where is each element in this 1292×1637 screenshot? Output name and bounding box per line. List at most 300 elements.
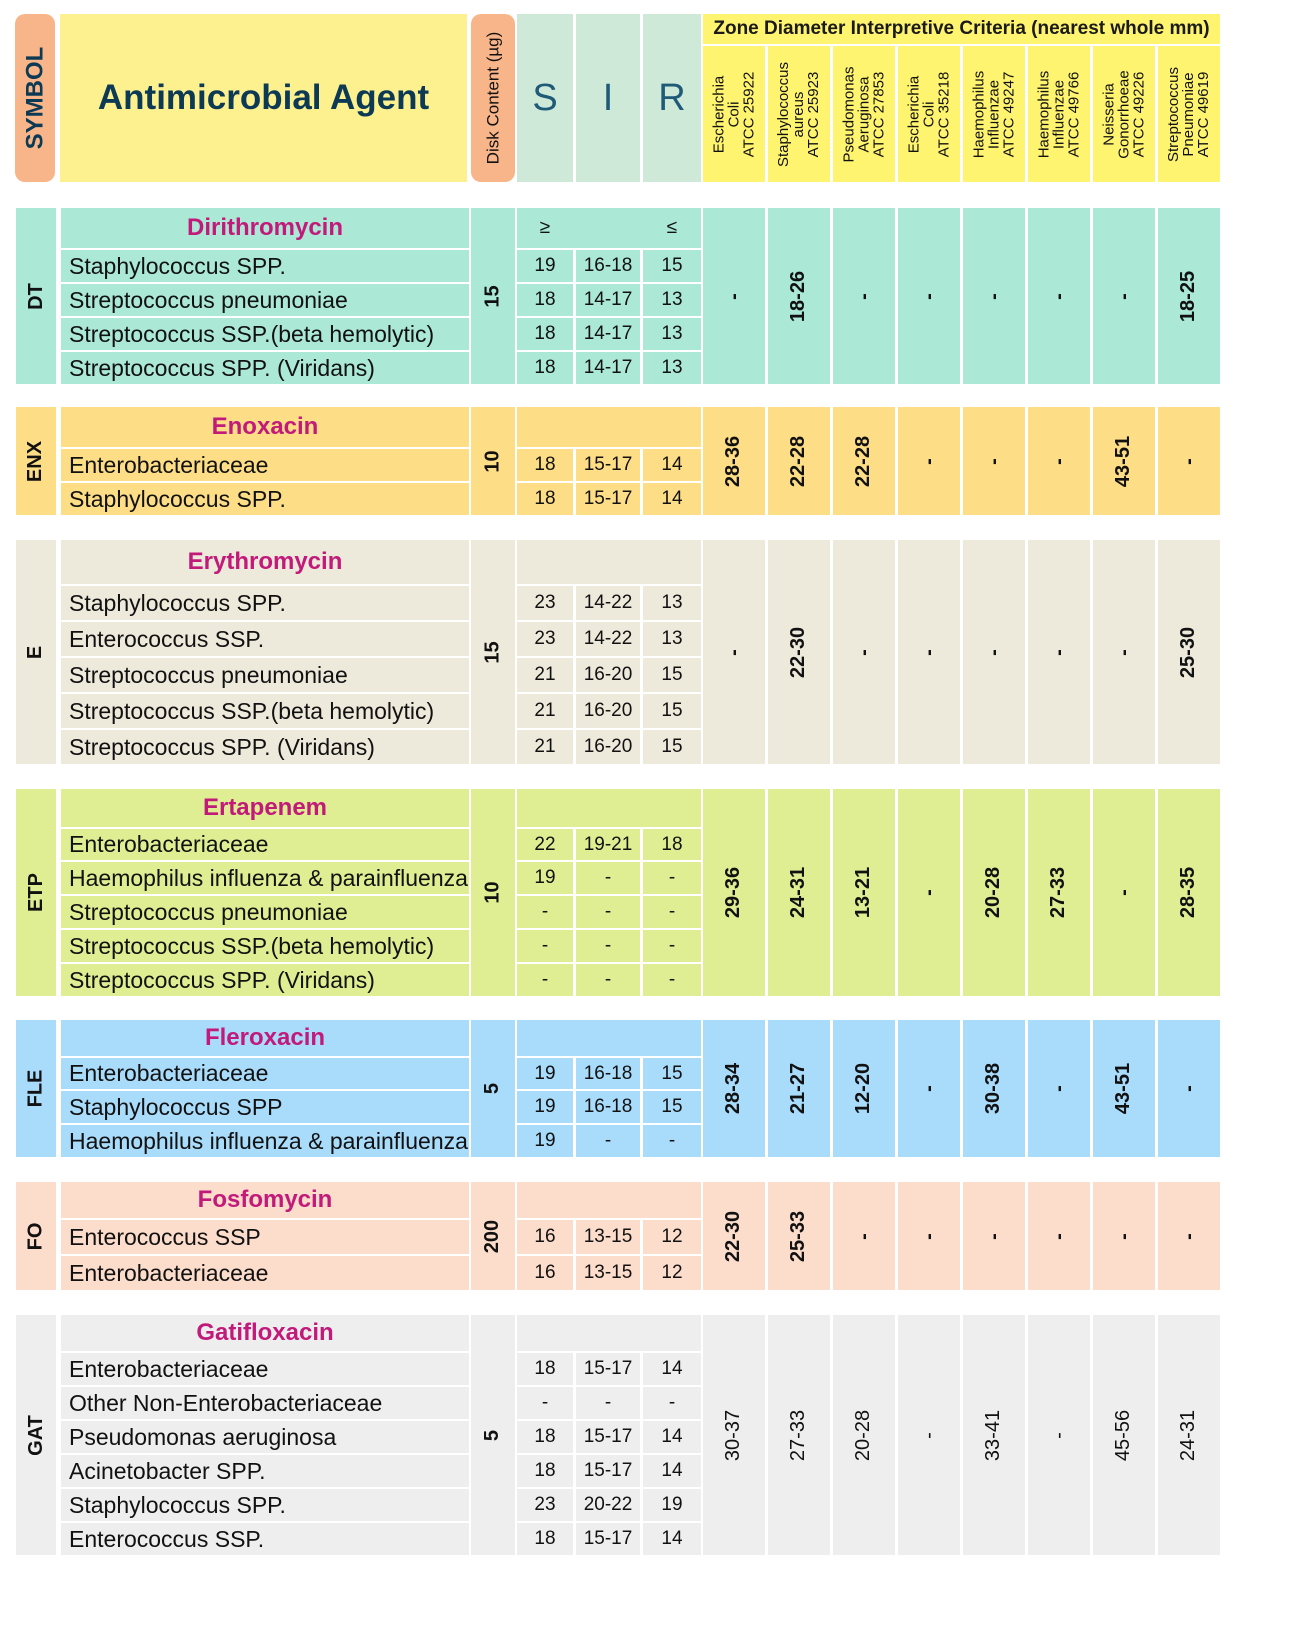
zone-value-3 <box>898 540 960 764</box>
r-value-text: 12 <box>661 1226 683 1247</box>
organism-name: Staphylococcus SPP. <box>69 485 286 512</box>
zone-value-4 <box>963 208 1025 384</box>
zone-column-line: ATCC 49226 <box>1130 71 1148 157</box>
zone-value-1-text: 22-28 <box>787 435 810 487</box>
r-value-text: - <box>668 935 676 956</box>
zone-column-line: ATCC 27853 <box>870 71 888 157</box>
zone-value-7-text: 24-31 <box>1177 1409 1200 1461</box>
zone-title-text: Zone Diameter Interpretive Criteria (nearest whole mm) <box>713 18 1210 39</box>
zone-column-line: ATCC 25922 <box>740 71 758 157</box>
zone-value-5-text: - <box>1047 1431 1070 1439</box>
organism-row <box>61 483 469 515</box>
agent-name-text: Fosfomycin <box>197 1186 333 1213</box>
agent-name-text: Enoxacin <box>211 413 319 440</box>
zone-column-line: Pseudomonas <box>840 66 858 162</box>
zone-column-line: ATCC 49766 <box>1065 71 1083 157</box>
s-value-text: 19 <box>534 255 556 276</box>
s-value <box>517 586 573 620</box>
zone-value-4 <box>963 1020 1025 1157</box>
agent-name-6 <box>61 1315 469 1351</box>
sir-title-band-6 <box>517 1315 701 1351</box>
zone-value-5 <box>1028 540 1090 764</box>
zone-value-4 <box>963 789 1025 996</box>
zone-value-4-text: 20-28 <box>982 866 1005 919</box>
zone-value-3-text: - <box>917 1232 940 1240</box>
i-value-text: 15-17 <box>583 454 633 475</box>
zone-value-1 <box>768 1020 830 1157</box>
organism-row <box>61 1387 469 1419</box>
i-value <box>576 1387 640 1419</box>
disk-content-0 <box>471 208 515 384</box>
r-value <box>643 1091 701 1123</box>
organism-row <box>61 1220 469 1254</box>
zone-value-2-text: 22-28 <box>852 435 875 487</box>
agent-header <box>60 14 467 182</box>
i-value-text: 16-20 <box>583 700 633 721</box>
s-value-text: 21 <box>534 736 556 757</box>
sir-title-band-5 <box>517 1182 701 1218</box>
organism-name: Staphylococcus SPP. <box>69 1491 286 1518</box>
s-value <box>517 622 573 656</box>
i-value-text: - <box>604 935 612 956</box>
zone-column-line: ATCC 49247 <box>1000 71 1018 157</box>
i-value-text: 13-15 <box>583 1226 633 1247</box>
s-value-text: - <box>541 1392 549 1413</box>
s-value-text: 18 <box>534 1358 556 1379</box>
r-value-text: 19 <box>661 1494 683 1515</box>
zone-value-6 <box>1093 208 1155 384</box>
zone-value-4-text: - <box>982 457 1005 465</box>
organism-row <box>61 250 469 282</box>
i-value <box>576 1489 640 1521</box>
zone-value-6 <box>1093 1020 1155 1157</box>
i-value-text: 14-22 <box>583 592 633 613</box>
zone-column-line: Pneumoniae <box>1180 71 1198 157</box>
organism-row <box>61 1523 469 1555</box>
i-value <box>576 658 640 692</box>
zone-value-2-text: 12-20 <box>852 1062 875 1115</box>
r-value <box>643 964 701 996</box>
organism-row <box>61 1353 469 1385</box>
organism-name: Enterococcus SSP <box>69 1223 261 1250</box>
s-value-text: 19 <box>534 867 556 888</box>
organism-name: Enterobacteriaceae <box>69 831 269 857</box>
zone-column-line: Influenzae <box>1050 79 1068 149</box>
i-value <box>576 829 640 860</box>
zone-value-1 <box>768 208 830 384</box>
symbol-cell-6 <box>16 1315 56 1555</box>
lte-text: ≤ <box>666 217 678 238</box>
organism-name: Enterococcus SSP. <box>69 1525 265 1552</box>
organism-name: Streptococcus SSP.(beta hemolytic) <box>69 697 435 724</box>
organism-name: Enterococcus SSP. <box>69 625 265 652</box>
i-value <box>576 694 640 728</box>
r-value-text: 13 <box>661 357 683 378</box>
r-value-text: 14 <box>661 488 683 509</box>
symbol-header-text: SYMBOL <box>21 46 49 150</box>
zone-value-1 <box>768 789 830 996</box>
zone-column-header-6-text <box>1102 70 1147 158</box>
i-value-text: 14-22 <box>583 628 633 649</box>
organism-row <box>61 1125 469 1157</box>
zone-value-7-text: - <box>1177 457 1200 465</box>
i-value <box>576 586 640 620</box>
s-value-text: 19 <box>534 1130 556 1151</box>
zone-value-2 <box>833 407 895 515</box>
zone-value-3 <box>898 1020 960 1157</box>
zone-value-2-text: - <box>852 648 875 656</box>
organism-row <box>61 658 469 692</box>
disk-content-5 <box>471 1182 515 1290</box>
disk-content-0-text: 15 <box>481 284 504 308</box>
zone-value-2 <box>833 208 895 384</box>
zone-column-line: ATCC 49619 <box>1195 71 1213 157</box>
organism-name: Staphylococcus SPP <box>69 1093 283 1120</box>
r-value-text: - <box>668 1392 676 1413</box>
i-value-text: 16-20 <box>583 664 633 685</box>
agent-name-3 <box>61 789 469 827</box>
agent-name-0 <box>61 208 469 248</box>
zone-column-line: Coli <box>725 101 743 127</box>
zone-column-header-1 <box>768 46 830 182</box>
zone-value-2-text: - <box>852 1232 875 1240</box>
agent-name-1 <box>61 407 469 447</box>
organism-row <box>61 1058 469 1089</box>
i-value <box>576 896 640 928</box>
organism-row <box>61 896 469 928</box>
zone-column-header-2-text <box>842 66 887 162</box>
r-value-text: 18 <box>661 833 683 855</box>
organism-name: Acinetobacter SPP. <box>69 1457 266 1484</box>
zone-column-line: Haemophilus <box>970 70 988 158</box>
zone-column-line: Staphylococcus <box>775 61 793 167</box>
zone-value-0-text: 22-30 <box>722 1210 745 1262</box>
organism-name: Streptococcus SSP.(beta hemolytic) <box>69 320 435 347</box>
zone-column-line: Streptococcus <box>1165 66 1183 162</box>
zone-value-1 <box>768 1182 830 1290</box>
zone-column-line: Escherichia <box>710 75 728 153</box>
r-value-text: 12 <box>661 1262 683 1283</box>
i-value-text: 15-17 <box>583 1460 633 1481</box>
symbol-header <box>15 14 55 182</box>
agent-header-text: Antimicrobial Agent <box>97 78 430 117</box>
zone-column-line: aureus <box>790 91 808 137</box>
zone-value-7 <box>1158 540 1220 764</box>
zone-value-0-text: 28-34 <box>722 1062 745 1115</box>
zone-value-7-text: - <box>1177 1232 1200 1240</box>
zone-value-4-text: 33-41 <box>982 1409 1005 1461</box>
zone-value-5-text: - <box>1047 1232 1070 1240</box>
zone-column-header-6 <box>1093 46 1155 182</box>
r-value-text: 15 <box>661 736 683 757</box>
i-value-text: 16-20 <box>583 736 633 757</box>
zone-value-0 <box>703 1020 765 1157</box>
s-value-text: 18 <box>534 454 556 475</box>
zone-value-3 <box>898 208 960 384</box>
s-value-text: 21 <box>534 664 556 685</box>
r-value <box>643 896 701 928</box>
s-value-text: 19 <box>534 1096 556 1117</box>
s-value-text: 16 <box>534 1226 556 1247</box>
zone-column-header-7 <box>1158 46 1220 182</box>
zone-column-header-3-text <box>907 71 952 157</box>
zone-column-line: ATCC 35218 <box>935 71 953 157</box>
zone-value-7 <box>1158 1182 1220 1290</box>
zone-value-7-text: - <box>1177 1085 1200 1092</box>
zone-column-line: Gonorrhoeae <box>1115 69 1133 159</box>
organism-row <box>61 1489 469 1521</box>
zone-value-2 <box>833 1182 895 1290</box>
i-value <box>576 964 640 996</box>
i-value-text: 13-15 <box>583 1262 633 1283</box>
s-header-text: S <box>532 76 558 119</box>
organism-name: Staphylococcus SPP. <box>69 589 286 616</box>
agent-name-text: Fleroxacin <box>204 1024 326 1051</box>
i-value-text: 14-17 <box>583 323 633 344</box>
disk-content-3-text: 10 <box>481 881 504 904</box>
zone-value-3 <box>898 1315 960 1555</box>
s-value <box>517 1421 573 1453</box>
zone-value-6-text: 43-51 <box>1112 435 1135 487</box>
zone-value-7 <box>1158 789 1220 996</box>
s-value <box>517 1091 573 1123</box>
organism-name: Streptococcus SSP.(beta hemolytic) <box>69 932 435 959</box>
i-value <box>576 1256 640 1290</box>
i-value <box>576 318 640 350</box>
r-value <box>643 1455 701 1487</box>
r-value <box>643 730 701 764</box>
r-value-text: - <box>668 867 676 888</box>
zone-value-0 <box>703 1182 765 1290</box>
organism-row <box>61 930 469 962</box>
zone-value-6-text: 43-51 <box>1112 1062 1135 1115</box>
zone-column-header-4-text <box>972 70 1017 158</box>
zone-value-0 <box>703 407 765 515</box>
s-value-text: 16 <box>534 1262 556 1283</box>
i-value <box>576 862 640 894</box>
zone-value-0-text: 29-36 <box>722 866 745 919</box>
organism-name: Streptococcus SPP. (Viridans) <box>69 733 375 760</box>
symbol-cell-5-text: FO <box>24 1222 47 1250</box>
i-value-text: 15-17 <box>583 1358 633 1379</box>
r-value-text: 13 <box>661 628 683 649</box>
zone-column-header-7-text <box>1167 66 1212 161</box>
zone-value-6 <box>1093 789 1155 996</box>
zone-value-1-text: 27-33 <box>787 1409 810 1461</box>
organism-row <box>61 862 469 894</box>
zone-value-5-text: - <box>1047 457 1070 465</box>
disk-content-2 <box>471 540 515 764</box>
zone-value-4 <box>963 407 1025 515</box>
s-value-text: - <box>541 969 549 990</box>
i-value <box>576 1455 640 1487</box>
s-value <box>517 658 573 692</box>
symbol-cell-4-text: FLE <box>24 1069 47 1108</box>
zone-column-header-5-text <box>1037 70 1082 158</box>
organism-row <box>61 829 469 860</box>
i-header-text: I <box>602 76 614 119</box>
s-value-text: 19 <box>534 1062 556 1084</box>
i-value <box>576 1421 640 1453</box>
zone-title <box>703 14 1220 44</box>
sir-title-band-2 <box>517 540 701 584</box>
organism-row <box>61 1091 469 1123</box>
r-value-text: 15 <box>661 700 683 721</box>
s-value-text: 18 <box>534 357 556 378</box>
gte-symbol <box>517 208 573 248</box>
disk-header-text: Disk Content (µg) <box>483 31 502 165</box>
zone-value-6 <box>1093 1315 1155 1555</box>
zone-value-3 <box>898 789 960 996</box>
agent-name-4 <box>61 1020 469 1056</box>
disk-content-5-text: 200 <box>481 1219 504 1253</box>
organism-name: Enterobacteriaceae <box>69 451 269 478</box>
r-header <box>643 14 701 182</box>
s-value-text: 21 <box>534 700 556 721</box>
s-value <box>517 1523 573 1555</box>
i-value-text: 16-18 <box>583 1062 633 1084</box>
zone-value-4-text: - <box>982 648 1005 656</box>
zone-value-3 <box>898 407 960 515</box>
zone-value-0-text: 30-37 <box>722 1409 745 1461</box>
zone-value-7-text: 18-25 <box>1177 270 1200 322</box>
symbol-cell-2-text: E <box>24 645 47 659</box>
zone-column-line: Influenzae <box>985 79 1003 149</box>
s-value-text: - <box>541 935 549 956</box>
r-value <box>643 829 701 860</box>
zone-value-5 <box>1028 789 1090 996</box>
i-value <box>576 352 640 384</box>
zone-value-0 <box>703 1315 765 1555</box>
r-value-text: - <box>668 1130 676 1151</box>
zone-value-7 <box>1158 1020 1220 1157</box>
r-value <box>643 250 701 282</box>
disk-content-3 <box>471 789 515 996</box>
r-value <box>643 284 701 316</box>
zone-value-2-text: 20-28 <box>852 1409 875 1461</box>
i-value-text: 19-21 <box>583 833 633 855</box>
organism-row <box>61 694 469 728</box>
zone-value-4 <box>963 540 1025 764</box>
zone-value-6 <box>1093 540 1155 764</box>
zone-value-1-text: 18-26 <box>787 270 810 322</box>
r-value <box>643 1353 701 1385</box>
zone-value-3-text: - <box>917 1431 940 1439</box>
s-value <box>517 318 573 350</box>
zone-value-6-text: 45-56 <box>1112 1409 1135 1461</box>
disk-content-1-text: 10 <box>481 449 504 473</box>
zone-column-header-0 <box>703 46 765 182</box>
i-value-text: - <box>604 867 612 888</box>
r-value-text: 15 <box>661 1062 683 1084</box>
zone-value-3-text: - <box>917 292 940 300</box>
zone-value-3-text: - <box>917 889 940 896</box>
zone-column-line: Haemophilus <box>1035 70 1053 158</box>
zone-column-header-3 <box>898 46 960 182</box>
zone-value-6-text: - <box>1112 648 1135 656</box>
r-value <box>643 1220 701 1254</box>
zone-value-3-text: - <box>917 1085 940 1092</box>
organism-name: Streptococcus SPP. (Viridans) <box>69 966 375 993</box>
organism-row <box>61 284 469 316</box>
s-value-text: - <box>541 901 549 922</box>
i-value <box>576 483 640 515</box>
s-value-text: 18 <box>534 1426 556 1447</box>
zone-value-5-text: 27-33 <box>1047 866 1070 919</box>
i-value-text: 20-22 <box>583 1494 633 1515</box>
s-value <box>517 964 573 996</box>
zone-value-6-text: - <box>1112 889 1135 896</box>
s-value <box>517 1489 573 1521</box>
organism-name: Haemophilus influenza & parainfluenza <box>69 864 468 891</box>
zone-value-1 <box>768 1315 830 1555</box>
s-value-text: 23 <box>534 1494 556 1515</box>
i-value-text: 15-17 <box>583 1528 633 1549</box>
zone-value-1-text: 24-31 <box>787 866 810 919</box>
r-value-text: 14 <box>661 1460 683 1481</box>
r-value-text: 14 <box>661 454 683 475</box>
zone-value-0 <box>703 208 765 384</box>
i-value <box>576 1523 640 1555</box>
r-value <box>643 586 701 620</box>
r-value <box>643 352 701 384</box>
zone-value-6-text: - <box>1112 292 1135 300</box>
organism-row <box>61 964 469 996</box>
s-value <box>517 284 573 316</box>
zone-value-2 <box>833 1020 895 1157</box>
disk-content-1 <box>471 407 515 515</box>
i-value-text: 15-17 <box>583 1426 633 1447</box>
i-value <box>576 284 640 316</box>
zone-value-3 <box>898 1182 960 1290</box>
s-value-text: 18 <box>534 1528 556 1549</box>
i-value-text: 16-18 <box>583 1096 633 1117</box>
zone-value-6-text: - <box>1112 1232 1135 1240</box>
s-value <box>517 1220 573 1254</box>
zone-value-6 <box>1093 1182 1155 1290</box>
i-value-text: - <box>604 1392 612 1413</box>
r-value-text: 14 <box>661 1528 683 1549</box>
i-value <box>576 930 640 962</box>
zone-value-1-text: 22-30 <box>787 626 810 678</box>
zone-value-5 <box>1028 1315 1090 1555</box>
sir-title-band-3 <box>517 789 701 827</box>
r-value-text: 15 <box>661 664 683 685</box>
zone-value-1 <box>768 540 830 764</box>
s-value <box>517 896 573 928</box>
symbol-cell-3 <box>16 789 56 996</box>
zone-column-header-2 <box>833 46 895 182</box>
organism-name: Streptococcus pneumoniae <box>69 286 348 313</box>
agent-name-text: Gatifloxacin <box>196 1319 334 1346</box>
zone-value-1-text: 21-27 <box>787 1062 810 1115</box>
s-value <box>517 449 573 481</box>
zone-value-5 <box>1028 1020 1090 1157</box>
disk-content-4 <box>471 1020 515 1157</box>
r-value-text: 13 <box>661 289 683 310</box>
s-value <box>517 1387 573 1419</box>
r-value <box>643 318 701 350</box>
i-value <box>576 730 640 764</box>
zone-column-line: Aeruginosa <box>855 76 873 152</box>
zone-value-4 <box>963 1315 1025 1555</box>
disk-content-6-text: 5 <box>481 1429 504 1441</box>
organism-row <box>61 1256 469 1290</box>
zone-column-line: Neisseria <box>1100 82 1118 146</box>
zone-value-0 <box>703 540 765 764</box>
zone-value-5 <box>1028 1182 1090 1290</box>
i-value <box>576 250 640 282</box>
